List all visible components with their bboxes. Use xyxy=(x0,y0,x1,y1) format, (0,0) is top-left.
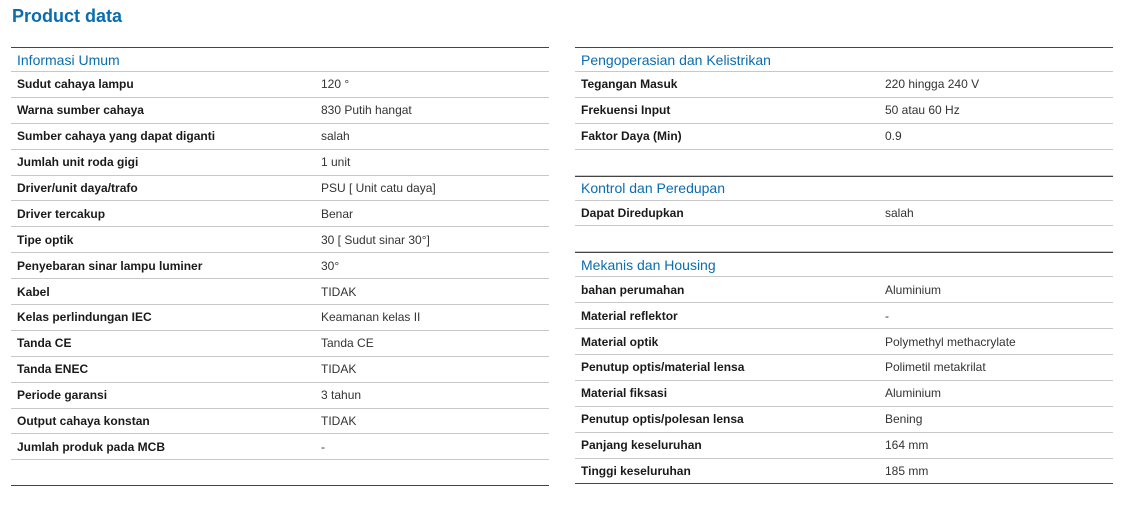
row-value: TIDAK xyxy=(321,414,357,429)
row-value: 164 mm xyxy=(885,438,929,453)
row-label: Tinggi keseluruhan xyxy=(581,464,691,479)
table-row xyxy=(575,355,1113,381)
table-row xyxy=(575,98,1113,124)
row-value: - xyxy=(885,308,889,323)
row-label: Penutup optis/polesan lensa xyxy=(581,412,744,427)
row-label: Penutup optis/material lensa xyxy=(581,360,745,375)
row-value: Polimetil metakrilat xyxy=(885,360,986,375)
row-label: Dapat Diredupkan xyxy=(581,206,684,220)
table-row xyxy=(575,433,1113,459)
row-label: Faktor Daya (Min) xyxy=(581,129,682,144)
table-row xyxy=(11,227,549,253)
table-row xyxy=(575,277,1113,303)
row-label: Driver tercakup xyxy=(17,206,106,221)
row-label: Kabel xyxy=(17,284,50,299)
row-label: Driver/unit daya/trafo xyxy=(17,181,138,195)
table-row xyxy=(11,331,549,357)
table-row xyxy=(11,201,549,227)
row-value: 185 mm xyxy=(885,464,929,479)
row-value: Aluminium xyxy=(885,282,942,297)
row-label: Frekuensi Input xyxy=(581,103,671,118)
row-value: Polymethyl methacrylate xyxy=(885,334,1016,349)
row-value: Aluminium xyxy=(885,386,942,401)
row-label: Penyebaran sinar lampu luminer xyxy=(17,258,203,273)
row-label: Material fiksasi xyxy=(581,386,668,401)
table-end-row xyxy=(11,460,549,486)
section-heading-mekanis: Mekanis dan Housing xyxy=(575,252,1113,277)
row-value: 1 unit xyxy=(321,155,351,170)
table-row xyxy=(575,72,1113,98)
row-value: Bening xyxy=(885,412,923,427)
table-row xyxy=(575,329,1113,355)
row-label: Tipe optik xyxy=(17,232,74,247)
row-value: Tanda CE xyxy=(321,336,374,351)
row-label: Jumlah unit roda gigi xyxy=(17,155,139,170)
row-value: 220 hingga 240 V xyxy=(885,77,980,92)
table-row xyxy=(11,253,549,279)
table-row xyxy=(11,279,549,305)
row-value: PSU [ Unit catu daya] xyxy=(321,181,436,195)
table-row xyxy=(575,124,1113,150)
row-value: TIDAK xyxy=(321,284,357,299)
table-row xyxy=(11,72,549,98)
table-row xyxy=(575,201,1113,227)
table-spacer-row xyxy=(575,150,1113,176)
table-row xyxy=(11,150,549,176)
left-column xyxy=(11,47,549,486)
table-row xyxy=(575,407,1113,433)
row-label: Material optik xyxy=(581,334,659,349)
row-label: Tanda ENEC xyxy=(17,362,89,377)
section-heading-kontrol: Kontrol dan Peredupan xyxy=(575,176,1113,201)
row-label: Tegangan Masuk xyxy=(581,77,678,92)
right-column xyxy=(575,47,1113,484)
row-label: bahan perumahan xyxy=(581,282,685,297)
table-row xyxy=(11,98,549,124)
row-value: - xyxy=(321,439,325,454)
row-label: Jumlah produk pada MCB xyxy=(17,439,166,454)
table-row xyxy=(11,383,549,409)
row-value: 120 ° xyxy=(321,77,350,92)
table-row xyxy=(575,303,1113,329)
row-value: 50 atau 60 Hz xyxy=(885,103,960,118)
row-label: Material reflektor xyxy=(581,308,678,323)
table-row xyxy=(575,381,1113,407)
table-spacer-row xyxy=(575,226,1113,252)
table-row xyxy=(575,459,1113,485)
row-value: 30° xyxy=(321,258,340,273)
row-label: Output cahaya konstan xyxy=(17,414,150,429)
row-value: 0.9 xyxy=(885,129,902,144)
section-heading-informasi-umum: Informasi Umum xyxy=(11,47,549,72)
row-label: Tanda CE xyxy=(17,336,72,351)
table-row xyxy=(11,357,549,383)
table-row xyxy=(11,176,549,202)
row-value: 830 Putih hangat xyxy=(321,103,412,118)
row-value: Benar xyxy=(321,206,354,221)
table-row xyxy=(11,124,549,150)
row-value: 3 tahun xyxy=(321,388,362,403)
row-label: Sudut cahaya lampu xyxy=(17,77,134,92)
table-row xyxy=(11,434,549,460)
section-heading-pengoperasian: Pengoperasian dan Kelistrikan xyxy=(575,47,1113,72)
row-label: Panjang keseluruhan xyxy=(581,438,702,453)
row-value: TIDAK xyxy=(321,362,357,377)
row-label: Warna sumber cahaya xyxy=(17,103,144,118)
table-row xyxy=(11,305,549,331)
table-row xyxy=(11,409,549,435)
page-title: Product data xyxy=(12,6,123,26)
row-value: Keamanan kelas II xyxy=(321,310,421,325)
row-label: Kelas perlindungan IEC xyxy=(17,310,152,325)
row-value: salah xyxy=(885,206,914,220)
row-value: salah xyxy=(321,129,350,144)
row-label: Sumber cahaya yang dapat diganti xyxy=(17,129,216,144)
row-label: Periode garansi xyxy=(17,388,108,403)
row-value: 30 [ Sudut sinar 30°] xyxy=(321,232,430,247)
